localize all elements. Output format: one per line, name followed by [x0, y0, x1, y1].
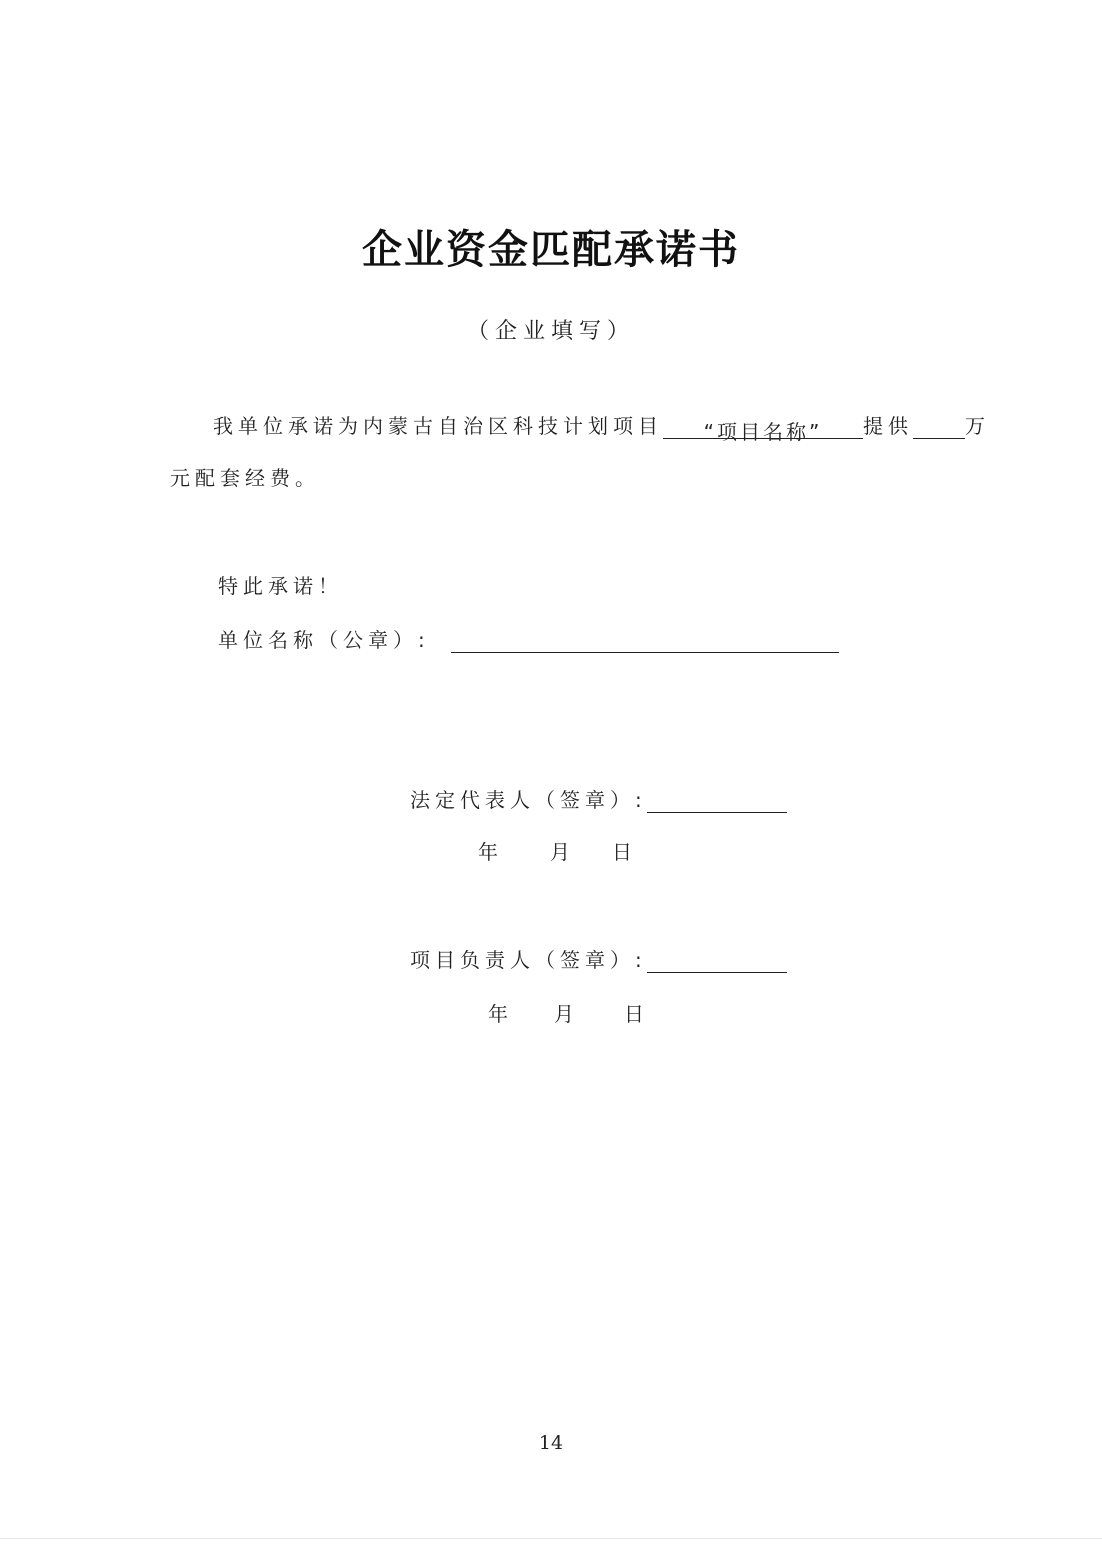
- legal-rep-date: [478, 836, 637, 865]
- commitment-line-1: [213, 410, 990, 444]
- commitment-line-2: 元配套经费。: [170, 466, 320, 490]
- page-number: 14: [538, 1432, 564, 1454]
- unit-name-label: 单位名称（公章）:: [218, 628, 430, 652]
- year-label: 年: [488, 1002, 513, 1026]
- unit-name-field[interactable]: [451, 630, 839, 653]
- day-label: 日: [612, 840, 637, 864]
- scan-edge-divider: [0, 1538, 1102, 1539]
- month-label: 月: [550, 840, 575, 864]
- project-lead-field[interactable]: [647, 950, 787, 973]
- project-lead-row: [410, 944, 787, 973]
- legal-rep-label: 法定代表人（签章）:: [410, 788, 647, 812]
- legal-rep-row: [410, 784, 787, 813]
- provide-text: 提供: [863, 414, 913, 438]
- year-label: 年: [478, 840, 503, 864]
- day-label: 日: [624, 1002, 649, 1026]
- project-lead-date: [488, 998, 649, 1027]
- month-label: 月: [554, 1002, 579, 1026]
- document-subtitle: （企业填写）: [466, 319, 635, 344]
- document-title: 企业资金匹配承诺书: [362, 226, 740, 273]
- pledge-text: 特此承诺！: [218, 574, 343, 598]
- amount-field[interactable]: [913, 416, 965, 439]
- project-name-field[interactable]: “项目名称”: [663, 416, 863, 439]
- unit-name-row: [218, 624, 839, 653]
- project-lead-label: 项目负责人（签章）:: [410, 948, 647, 972]
- legal-rep-field[interactable]: [647, 790, 787, 813]
- commitment-prefix: 我单位承诺为内蒙古自治区科技计划项目: [213, 414, 663, 438]
- unit-wan-text: 万: [965, 414, 990, 438]
